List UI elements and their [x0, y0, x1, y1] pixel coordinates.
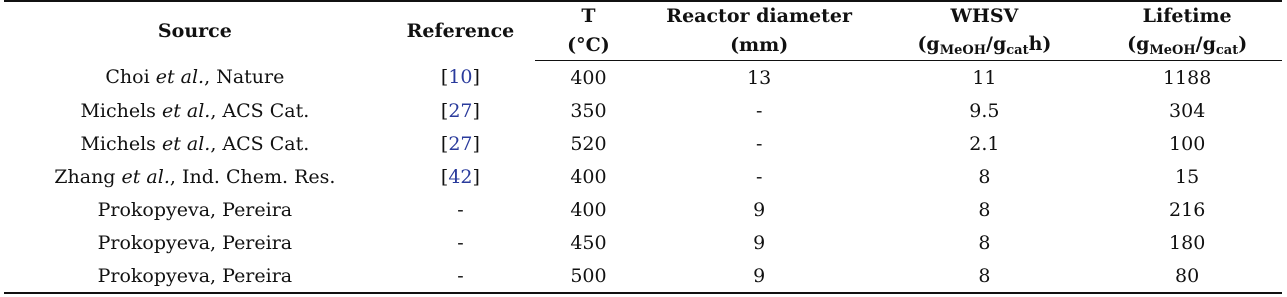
comparison-table: [4, 0, 1282, 294]
reference-cell: -: [457, 231, 464, 254]
source-author: Michels: [80, 132, 156, 155]
source-cell: [4, 127, 386, 160]
header-whsv: WHSV: [877, 1, 1093, 30]
header-reactor-diameter: Reactor diameter: [642, 1, 877, 30]
reference-link[interactable]: 27: [448, 132, 473, 155]
whsv-cell: 8: [978, 198, 991, 221]
whsv-unit-mid: /g: [986, 32, 1007, 55]
lifetime-cell: 1188: [1162, 66, 1212, 89]
source-journal: , ACS Cat.: [210, 132, 310, 155]
diameter-cell: -: [755, 132, 763, 155]
table-header: [4, 1, 1282, 61]
reference-cell: -: [457, 198, 464, 221]
temperature-cell: 450: [570, 231, 607, 254]
source-etal: et al.: [155, 66, 205, 89]
source-author: Zhang: [54, 165, 116, 188]
source-author: Michels: [80, 99, 156, 122]
life-unit-mid: /g: [1195, 32, 1216, 55]
lifetime-cell: 80: [1092, 259, 1282, 293]
table-row: [4, 94, 1282, 127]
header-lifetime-unit: [1092, 30, 1282, 61]
reference-bracket-close: ]: [472, 165, 480, 188]
whsv-unit-sub-cat: cat: [1006, 42, 1029, 58]
diameter-cell: 13: [747, 66, 772, 89]
reference-bracket-open: [: [440, 66, 449, 89]
header-lifetime: Lifetime: [1092, 1, 1282, 30]
source-cell: Prokopyeva, Pereira: [97, 198, 293, 221]
lifetime-cell: 15: [1175, 165, 1200, 188]
reference-cell: [386, 94, 535, 127]
reference-cell: -: [386, 259, 535, 293]
reference-bracket-open: [: [440, 165, 449, 188]
source-etal: et al.: [121, 165, 170, 188]
reference-bracket-close: ]: [472, 99, 480, 122]
reference-bracket-close: ]: [472, 132, 480, 155]
source-journal: , Nature: [204, 66, 285, 89]
temperature-cell: 520: [570, 132, 607, 155]
source-cell: Prokopyeva, Pereira: [4, 259, 386, 293]
source-journal: , Ind. Chem. Res.: [169, 165, 336, 188]
source-cell: [4, 61, 386, 95]
source-cell: [4, 94, 386, 127]
header-t-unit: (°C): [535, 30, 642, 61]
whsv-cell: 2.1: [969, 132, 1000, 155]
reference-cell: [386, 160, 535, 193]
temperature-cell: 400: [570, 165, 607, 188]
diameter-cell: -: [755, 99, 763, 122]
temperature-cell: 500: [535, 259, 642, 293]
life-unit-sub-meoh: MeOH: [1149, 42, 1196, 58]
header-diameter-unit: (mm): [642, 30, 877, 61]
lifetime-cell: 100: [1169, 132, 1206, 155]
temperature-cell: 400: [570, 66, 607, 89]
source-etal: et al.: [161, 132, 211, 155]
temperature-cell: 400: [570, 198, 607, 221]
reference-bracket-open: [: [440, 132, 449, 155]
reference-link[interactable]: 27: [448, 99, 473, 122]
table-row: [4, 160, 1282, 193]
source-author: Choi: [105, 66, 150, 89]
whsv-unit-close: h): [1028, 32, 1052, 55]
table-row: [4, 61, 1282, 95]
whsv-unit-sub-meoh: MeOH: [939, 42, 986, 58]
life-unit-sub-cat: cat: [1215, 42, 1239, 58]
whsv-unit-open: (g: [917, 32, 940, 55]
table-row: [4, 127, 1282, 160]
diameter-cell: 9: [753, 198, 766, 221]
lifetime-cell: 180: [1169, 231, 1206, 254]
header-reference: Reference: [386, 1, 535, 61]
source-etal: et al.: [161, 99, 211, 122]
reference-cell: [386, 127, 535, 160]
temperature-cell: 350: [570, 99, 607, 122]
source-journal: , ACS Cat.: [210, 99, 310, 122]
reference-link[interactable]: 42: [448, 165, 473, 188]
source-cell: [4, 160, 386, 193]
whsv-cell: 11: [972, 66, 997, 89]
header-whsv-unit: [877, 30, 1093, 61]
lifetime-cell: 216: [1169, 198, 1206, 221]
lifetime-cell: 304: [1169, 99, 1206, 122]
reference-bracket-close: ]: [472, 66, 480, 89]
life-unit-open: (g: [1127, 32, 1150, 55]
whsv-cell: 9.5: [969, 99, 1000, 122]
diameter-cell: 9: [642, 259, 877, 293]
table-row: [4, 259, 1282, 293]
header-source: Source: [4, 1, 386, 61]
diameter-cell: 9: [753, 231, 766, 254]
whsv-cell: 8: [877, 259, 1093, 293]
table-row: [4, 193, 1282, 226]
reference-cell: [386, 61, 535, 95]
table-row: [4, 226, 1282, 259]
table-body: [4, 61, 1282, 294]
reference-link[interactable]: 10: [448, 66, 473, 89]
reference-bracket-open: [: [440, 99, 449, 122]
diameter-cell: -: [755, 165, 763, 188]
header-t: T: [535, 1, 642, 30]
source-cell: Prokopyeva, Pereira: [97, 231, 293, 254]
whsv-cell: 8: [978, 231, 991, 254]
life-unit-close: ): [1238, 32, 1248, 55]
whsv-cell: 8: [978, 165, 991, 188]
